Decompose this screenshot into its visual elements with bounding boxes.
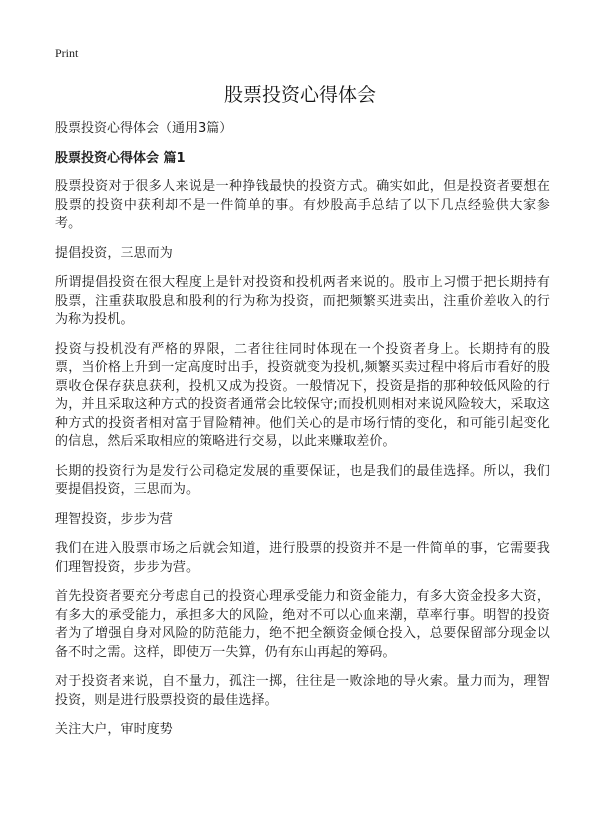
paragraph: 我们在进入股票市场之后就会知道，进行股票的投资并不是一件简单的事，它需要我们理智投资，步步为营。 (55, 541, 550, 575)
paragraph: 首先投资者要充分考虑自己的投资心理承受能力和资金能力，有多大资金投多大资，有多大的承受能力，承担多大的风险，绝对不可以心血来潮，草率行事。明智的投资者为了增强自身对风险的防范能力，绝不把全额资金倾仓投入，总要保留部分现金以备不时之需。这样，即使万一失算，仍有东山再起的筹码。 (55, 589, 550, 660)
paragraph: 投资与投机没有严格的界限，二者往往同时体现在一个投资者身上。长期持有的股票，当价格上升到一定高度时出手，投资就变为投机,频繁买卖过程中将后市看好的股票收仓保存获息获利，投机又成为投资。一般情况下，投资是指的那种较低风险的行为，并且采取这种方式的投资者通常会比较保守;而投机则相对来说风险较大，采取这种方式的投资者相对富于冒险精神。他们关心的是市场行情的变化，和可能引起变化的信息，然后采取相应的策略进行交易，以此来赚取差价。 (55, 341, 550, 449)
print-label: Print (55, 46, 79, 60)
document-title: 股票投资心得体会 (223, 84, 376, 106)
document-body (55, 120, 550, 751)
paragraph: 所谓提倡投资在很大程度上是针对投资和投机两者来说的。股市上习惯于把长期持有股票，注重获取股息和股利的行为称为投资，而把频繁买进卖出，注重价差收入的行为称为投机。 (55, 275, 550, 327)
paragraph-heading-watch: 关注大户，审时度势 (55, 722, 173, 737)
paragraph-heading-invest: 提倡投资，三思而为 (55, 245, 173, 261)
paragraph: 对于投资者来说，自不量力，孤注一掷，往往是一败涂地的导火索。量力而为，理智投资，则是进行股票投资的最佳选择。 (55, 674, 550, 708)
paragraph: 长期的投资行为是发行公司稳定发展的重要保证，也是我们的最佳选择。所以，我们要提倡投资，三思而为。 (55, 463, 550, 497)
document-subtitle: 股票投资心得体会（通用3篇） (55, 121, 233, 136)
paragraph-heading-rational: 理智投资，步步为营 (55, 511, 173, 527)
section-heading: 股票投资心得体会 篇1 (55, 151, 186, 166)
paragraph-intro: 股票投资对于很多人来说是一种挣钱最快的投资方式。确实如此，但是投资者要想在股票的投资中获利却不是一件简单的事。有炒股高手总结了以下几点经验供大家参考。 (55, 179, 550, 231)
